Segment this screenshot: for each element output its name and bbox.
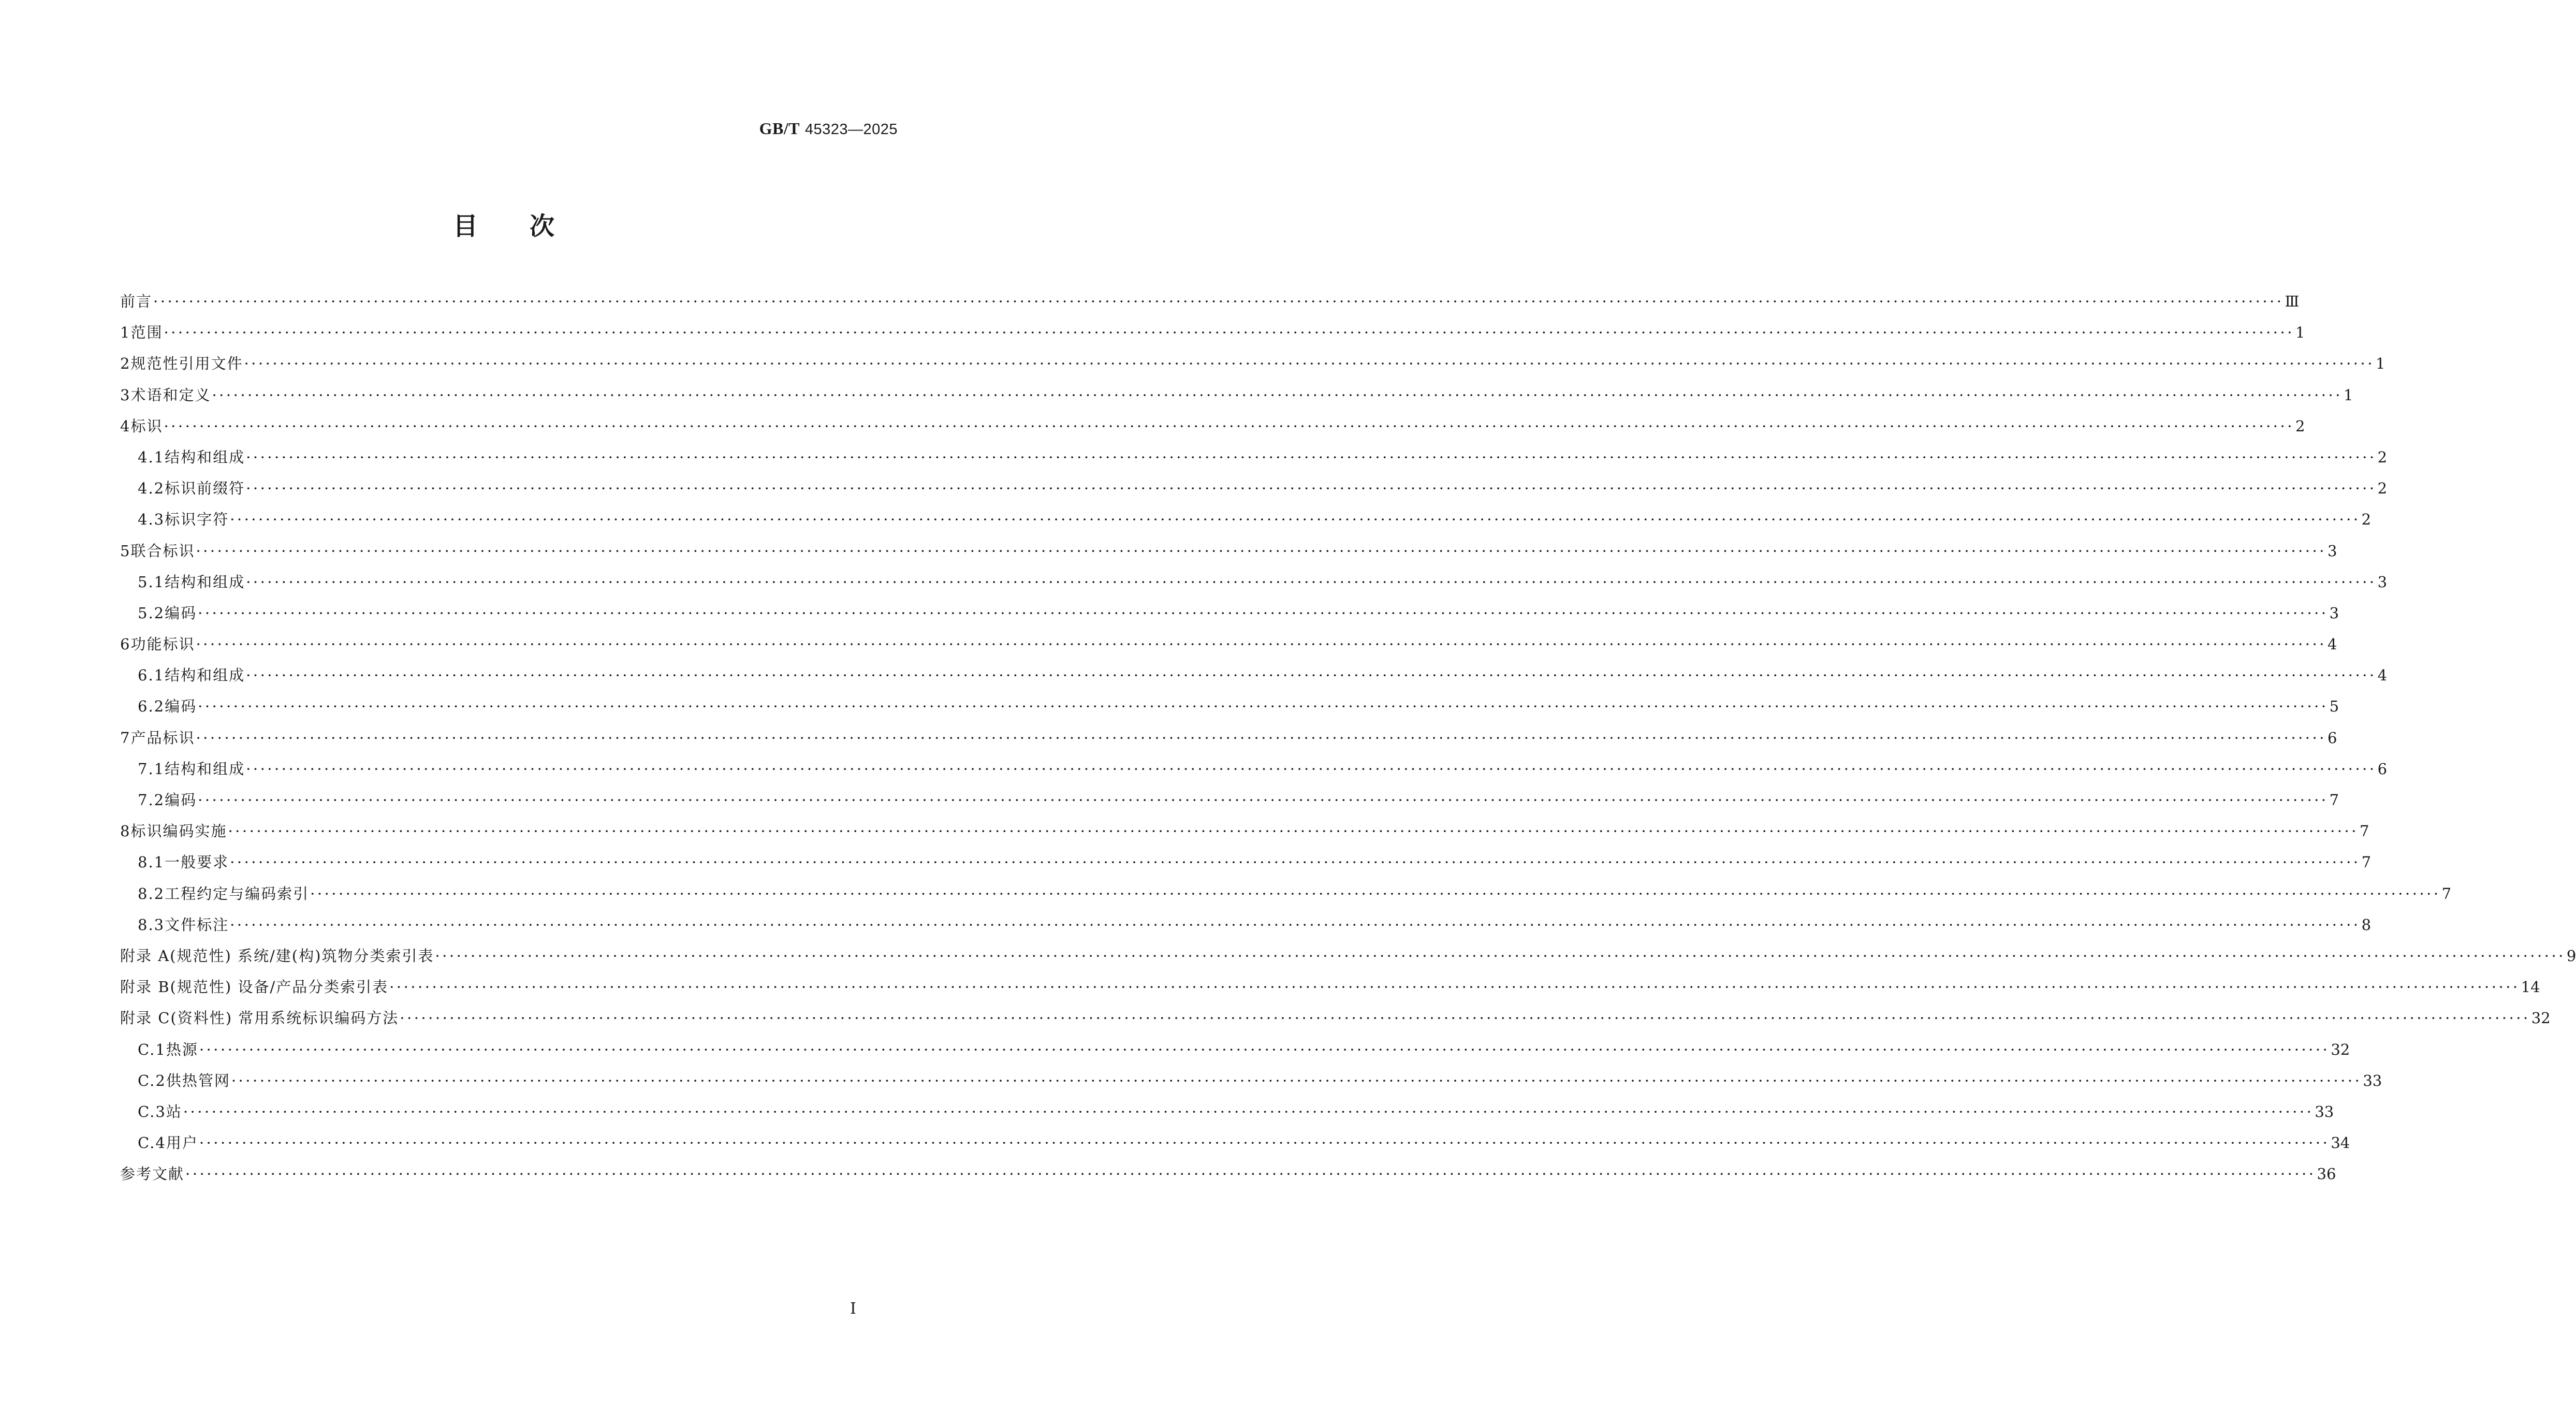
toc-entry-title: 结构和组成: [165, 448, 245, 466]
toc-entry-page: 7: [2359, 822, 2369, 840]
toc-entry-title: 供热管网: [166, 1071, 230, 1089]
toc-dot-leader: ············································································································································································································································································································: [199, 1134, 2330, 1152]
toc-entry-title: 编码: [165, 791, 197, 809]
toc-entry-page: 9: [2566, 947, 2576, 965]
toc-dot-leader: ············································································································································································································································································································: [230, 915, 2361, 934]
toc-entry[interactable]: [120, 971, 2540, 1002]
toc-dot-leader: ············································································································································································································································································································: [230, 511, 2361, 529]
toc-dot-leader: ············································································································································································································································································································: [246, 448, 2377, 466]
table-of-contents: [120, 286, 2576, 1189]
toc-entry-number: 5: [120, 542, 131, 560]
toc-entry-title: 用户: [166, 1134, 198, 1152]
toc-entry-title: 附录 A(规范性) 系统/建(构)筑物分类索引表: [120, 947, 434, 965]
toc-dot-leader: ············································································································································································································································································································: [164, 324, 2294, 342]
toc-entry-title: 工程约定与编码索引: [165, 884, 310, 903]
toc-dot-leader: ············································································································································································································································································································: [244, 355, 2375, 373]
toc-dot-leader: ············································································································································································································································································································: [183, 1102, 2314, 1121]
toc-entry[interactable]: [120, 691, 2339, 722]
toc-entry[interactable]: [120, 784, 2339, 816]
toc-entry-title: 功能标识: [130, 635, 195, 653]
page-number: Ⅰ: [850, 1300, 856, 1318]
toc-entry-page: 32: [2331, 1040, 2350, 1058]
toc-entry[interactable]: [120, 816, 2369, 847]
toc-entry[interactable]: [120, 473, 2388, 504]
toc-entry[interactable]: [120, 1034, 2350, 1065]
toc-dot-leader: ············································································································································································································································································································: [246, 760, 2377, 778]
toc-entry-page: 2: [2377, 448, 2388, 466]
toc-entry[interactable]: [120, 940, 2576, 971]
toc-entry-title: 编码: [165, 604, 197, 622]
toc-entry-page: 36: [2317, 1165, 2336, 1183]
page-title-part2: 次: [530, 212, 555, 241]
toc-dot-leader: ············································································································································································································································································································: [389, 978, 2520, 996]
toc-entry[interactable]: [120, 909, 2372, 940]
toc-dot-leader: ············································································································································································································································································································: [246, 573, 2377, 591]
toc-entry-page: 3: [2377, 573, 2388, 591]
toc-entry[interactable]: [120, 660, 2388, 691]
toc-entry-page: 3: [2327, 542, 2337, 560]
toc-entry[interactable]: [120, 566, 2388, 598]
toc-entry-title: 标识字符: [165, 511, 229, 529]
standard-prefix: GB/T: [759, 119, 800, 138]
toc-entry[interactable]: [120, 1127, 2350, 1158]
toc-entry-number: 6.2: [138, 697, 165, 716]
toc-entry[interactable]: [120, 629, 2337, 660]
toc-dot-leader: ············································································································································································································································································································: [400, 1009, 2530, 1027]
toc-entry[interactable]: [120, 348, 2385, 379]
toc-entry-page: 1: [2295, 324, 2305, 342]
toc-dot-leader: ············································································································································································································································································································: [196, 729, 2326, 747]
toc-entry-number: C.3: [138, 1102, 166, 1121]
toc-entry-title: 范围: [130, 324, 163, 342]
toc-entry-page: 14: [2521, 978, 2540, 996]
toc-entry-title: 编码: [165, 697, 197, 716]
toc-entry-number: 8.3: [138, 915, 165, 934]
toc-entry[interactable]: [120, 411, 2305, 442]
toc-entry[interactable]: [120, 317, 2305, 348]
toc-entry-title: 附录 B(规范性) 设备/产品分类索引表: [120, 978, 389, 996]
toc-entry-number: 6: [120, 635, 131, 653]
standard-number: 45323—2025: [804, 121, 898, 138]
toc-entry-number: 2: [120, 355, 131, 373]
toc-entry-number: 7: [120, 729, 131, 747]
toc-dot-leader: ············································································································································································································································································································: [246, 666, 2377, 685]
toc-entry[interactable]: [120, 286, 2300, 317]
toc-entry[interactable]: [120, 442, 2388, 473]
toc-entry-number: 4.3: [138, 511, 165, 529]
toc-dot-leader: ············································································································································································································································································································: [198, 697, 2329, 716]
toc-entry[interactable]: [120, 504, 2372, 535]
toc-entry-number: C.1: [138, 1040, 166, 1058]
toc-entry-title: 前言: [120, 293, 153, 310]
toc-entry-title: 热源: [166, 1040, 198, 1058]
toc-dot-leader: ············································································································································································································································································································: [198, 791, 2329, 809]
toc-entry-page: 2: [2377, 479, 2388, 498]
toc-dot-leader: ············································································································································································································································································································: [212, 386, 2343, 404]
toc-entry-title: 产品标识: [130, 729, 195, 747]
toc-dot-leader: ············································································································································································································································································································: [435, 947, 2566, 965]
toc-entry-title: 联合标识: [130, 542, 195, 560]
toc-entry[interactable]: [120, 1096, 2334, 1127]
toc-entry-page: 5: [2329, 697, 2339, 716]
toc-dot-leader: ············································································································································································································································································································: [230, 853, 2361, 871]
toc-entry[interactable]: [120, 380, 2353, 411]
toc-entry-page: 6: [2327, 729, 2337, 747]
toc-entry-page: Ⅲ: [2285, 293, 2300, 310]
toc-entry-title: 文件标注: [165, 915, 229, 934]
toc-dot-leader: ············································································································································································································································································································: [199, 1040, 2330, 1058]
toc-dot-leader: ············································································································································································································································································································: [164, 417, 2294, 435]
toc-entry-number: 7.2: [138, 791, 165, 809]
toc-entry-page: 4: [2377, 666, 2388, 685]
toc-entry-number: 4.2: [138, 479, 165, 498]
toc-entry-page: 34: [2331, 1134, 2350, 1152]
toc-entry-title: 术语和定义: [130, 386, 211, 404]
toc-entry-title: 标识编码实施: [130, 822, 227, 840]
toc-entry-title: 标识: [130, 417, 163, 435]
toc-entry-number: C.4: [138, 1134, 166, 1152]
toc-entry-title: 结构和组成: [165, 760, 245, 778]
toc-entry[interactable]: [120, 535, 2337, 566]
toc-entry-page: 2: [2295, 417, 2305, 435]
toc-entry-number: 1: [120, 324, 131, 342]
toc-entry-title: 一般要求: [165, 853, 229, 871]
toc-entry-number: 4.1: [138, 448, 165, 466]
toc-entry-number: 5.2: [138, 604, 165, 622]
toc-entry-page: 32: [2531, 1009, 2551, 1027]
toc-dot-leader: ············································································································································································································································································································: [198, 604, 2329, 622]
toc-entry-number: 8: [120, 822, 131, 840]
toc-dot-leader: ············································································································································································································································································································: [310, 884, 2441, 903]
toc-entry-page: 33: [2315, 1102, 2334, 1121]
toc-entry-page: 7: [2329, 791, 2339, 809]
toc-entry-number: 5.1: [138, 573, 165, 591]
toc-entry-page: 8: [2361, 915, 2372, 934]
toc-entry-title: 标识前缀符: [165, 479, 245, 498]
toc-entry-title: 附录 C(资料性) 常用系统标识编码方法: [120, 1009, 399, 1027]
toc-entry-page: 7: [2361, 853, 2372, 871]
toc-entry[interactable]: [120, 878, 2452, 909]
page-title: [0, 206, 1007, 242]
toc-entry-title: 结构和组成: [165, 666, 245, 685]
toc-dot-leader: ············································································································································································································································································································: [228, 822, 2359, 840]
toc-entry[interactable]: [120, 753, 2388, 784]
toc-entry-number: 3: [120, 386, 131, 404]
toc-entry-title: 参考文献: [120, 1165, 185, 1183]
toc-entry-number: 7.1: [138, 760, 165, 778]
toc-dot-leader: ············································································································································································································································································································: [246, 479, 2377, 498]
page-title-part1: 目: [452, 212, 478, 241]
toc-entry[interactable]: [120, 847, 2372, 878]
toc-entry[interactable]: [120, 598, 2339, 629]
toc-entry-page: 3: [2329, 604, 2339, 622]
toc-dot-leader: ············································································································································································································································································································: [231, 1071, 2362, 1089]
toc-entry[interactable]: [120, 1002, 2551, 1034]
toc-entry-title: 规范性引用文件: [130, 355, 243, 373]
toc-entry-number: C.2: [138, 1071, 166, 1089]
toc-entry-number: 8.2: [138, 884, 165, 903]
toc-entry[interactable]: [120, 1065, 2382, 1096]
toc-dot-leader: ············································································································································································································································································································: [185, 1165, 2316, 1183]
toc-entry[interactable]: [120, 1158, 2336, 1189]
toc-entry-page: 33: [2363, 1071, 2382, 1089]
toc-entry-page: 1: [2375, 355, 2385, 373]
toc-entry-number: 4: [120, 417, 131, 435]
toc-entry-page: 4: [2327, 635, 2337, 653]
toc-dot-leader: ············································································································································································································································································································: [196, 635, 2326, 653]
toc-entry-number: 6.1: [138, 666, 165, 685]
toc-entry-page: 7: [2441, 884, 2452, 903]
toc-entry-title: 站: [166, 1102, 182, 1121]
toc-entry-page: 1: [2343, 386, 2353, 404]
toc-entry-page: 2: [2361, 511, 2372, 529]
toc-entry-title: 结构和组成: [165, 573, 245, 591]
toc-entry[interactable]: [120, 722, 2337, 753]
toc-dot-leader: ············································································································································································································································································································: [196, 542, 2326, 560]
toc-entry-number: 8.1: [138, 853, 165, 871]
toc-dot-leader: ············································································································································································································································································································: [153, 293, 2284, 310]
toc-entry-page: 6: [2377, 760, 2388, 778]
standard-code: [759, 119, 898, 138]
